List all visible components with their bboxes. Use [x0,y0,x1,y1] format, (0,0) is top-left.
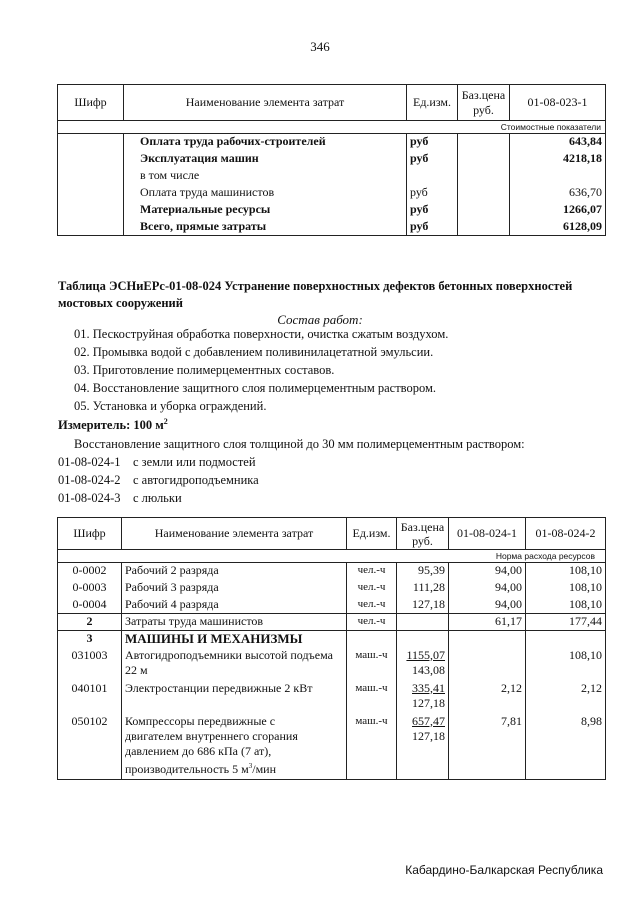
composition-heading: Состав работ: [277,312,363,327]
row-norm-2: 177,44 [526,614,606,631]
table-row [58,597,606,614]
row-unit: чел.-ч [347,580,397,597]
header-unit: Ед.изм. [347,518,397,550]
price-wage: 127,18 [412,728,445,743]
work-item: 01. Пескоструйная обработка поверхности, очистка сжатым воздухом. [74,327,449,341]
price-wage: 127,18 [412,695,445,710]
header-price: Баз.цена руб. [397,518,449,550]
row-unit: чел.-ч [347,614,397,631]
row-norm-2: 108,10 [526,580,606,597]
row-name: Оплата труда машинистов [124,185,407,202]
row-code: 040101 [58,681,122,714]
header-name: Наименование элемента затрат [124,85,407,121]
row-unit: руб [407,185,458,202]
row-price: 127,18 [397,597,449,614]
row-unit: маш.-ч [347,648,397,681]
table-row [58,580,606,597]
row-unit: маш.-ч [347,714,397,780]
table-row [58,202,606,219]
variant-code: 01-08-024-2 [58,473,121,487]
table-row [58,168,606,185]
row-norm-1: 94,00 [449,563,526,580]
row-norm-2: 8,98 [526,714,606,780]
row-name: Затраты труда машинистов [122,614,347,631]
price-base: 657,47 [412,713,445,728]
table-subheader-row [58,121,606,134]
row-norm-1: 94,00 [449,580,526,597]
header-price: Баз.цена руб. [458,85,510,121]
row-norm-2: 2,12 [526,681,606,714]
row-code: 2 [58,614,122,631]
variant-code: 01-08-024-3 [58,491,121,505]
header-name: Наименование элемента затрат [122,518,347,550]
table-header-row [58,518,606,550]
table-header-row [58,85,606,121]
header-code: Шифр [58,518,122,550]
row-name: Электростанции передвижные 2 кВт [122,681,347,714]
row-code: 0-0004 [58,597,122,614]
row-unit: чел.-ч [347,563,397,580]
row-norm-1: 2,12 [449,681,526,714]
row-code: 3 [58,631,122,648]
header-norm-1: 01-08-024-1 [449,518,526,550]
row-unit: руб [407,202,458,219]
name-line: производительность 5 $м^3$/мин [125,761,277,776]
row-unit: руб [407,219,458,236]
subheader-label: Стоимостные показатели [58,121,606,134]
row-norm-2: 108,10 [526,563,606,580]
row-unit: маш.-ч [347,681,397,714]
price-wage: 143,08 [412,662,445,677]
row-norm-1: 7,81 [449,714,526,780]
table-row [58,714,606,780]
table-row [58,563,606,580]
row-name: Эксплуатация машин [124,151,407,168]
measure-unit: Измеритель: 100 $м^2$ [58,417,168,433]
row-name: Оплата труда рабочих-строителей [124,134,407,151]
row-value: 643,84 [510,134,606,151]
row-code: 050102 [58,714,122,780]
table-row [58,681,606,714]
row-norm-1: 94,00 [449,597,526,614]
row-value: 636,70 [510,185,606,202]
price-base: 1155,07 [406,647,445,662]
header-unit: Ед.изм. [407,85,458,121]
row-norm-2: 108,10 [526,597,606,614]
row-price [397,648,449,681]
row-value: 4218,18 [510,151,606,168]
table-row [58,134,606,151]
row-name: Материальные ресурсы [124,202,407,219]
row-price: 111,28 [397,580,449,597]
row-name [122,714,347,780]
row-name: Рабочий 4 разряда [122,597,347,614]
price-base: 335,41 [412,680,445,695]
table-row [58,185,606,202]
work-description: Восстановление защитного слоя толщиной до 30 мм полимерцементным раствором: [74,437,525,451]
row-name: в том числе [124,168,407,185]
work-item: 05. Установка и уборка ограждений. [74,399,267,413]
name-line: давлением до 686 кПа (7 ат), [125,743,272,758]
row-unit: чел.-ч [347,597,397,614]
row-unit: руб [407,151,458,168]
row-value: 6128,09 [510,219,606,236]
table-row [58,631,606,648]
row-name: Автогидроподъемники высотой подъема 22 м [122,648,347,681]
row-code: 0-0002 [58,563,122,580]
row-code: 031003 [58,648,122,681]
table-row [58,614,606,631]
region-footer: Кабардино-Балкарская Республика [405,863,603,877]
name-line: двигателем внутреннего сгорания [125,728,298,743]
variant-desc: с автогидроподъемника [133,473,259,487]
row-name: Рабочий 2 разряда [122,563,347,580]
table-subheader-row [58,550,606,563]
header-norm: 01-08-023-1 [510,85,606,121]
header-code: Шифр [58,85,124,121]
row-norm-2: 108,10 [526,648,606,681]
row-norm-1: 61,17 [449,614,526,631]
row-norm-1 [449,648,526,681]
resource-norms-table [57,517,606,780]
variant-desc: с земли или подмостей [133,455,256,469]
cost-indicators-table [57,84,606,236]
row-price [397,714,449,780]
table-row [58,648,606,681]
variant-desc: с люльки [133,491,182,505]
subheader-label: Норма расхода ресурсов [58,550,606,563]
work-item: 02. Промывка водой с добавлением поливинилацетатной эмульсии. [74,345,434,359]
table-row [58,151,606,168]
variant-code: 01-08-024-1 [58,455,121,469]
row-price: 95,39 [397,563,449,580]
row-name: МАШИНЫ И МЕХАНИЗМЫ [122,631,347,648]
section-title: Таблица ЭСНиЕРс-01-08-024 Устранение поверхностных дефектов бетонных поверхностей мостовых сооружений [58,279,573,310]
name-line: Компрессоры передвижные с [125,713,276,728]
work-item: 04. Восстановление защитного слоя полимерцементным раствором. [74,381,437,395]
row-value: 1266,07 [510,202,606,219]
table-row [58,219,606,236]
row-price [397,681,449,714]
work-item: 03. Приготовление полимерцементных составов. [74,363,335,377]
row-name: Всего, прямые затраты [124,219,407,236]
header-norm-2: 01-08-024-2 [526,518,606,550]
row-unit: руб [407,134,458,151]
page-number: 346 [310,39,330,54]
row-name: Рабочий 3 разряда [122,580,347,597]
row-code: 0-0003 [58,580,122,597]
